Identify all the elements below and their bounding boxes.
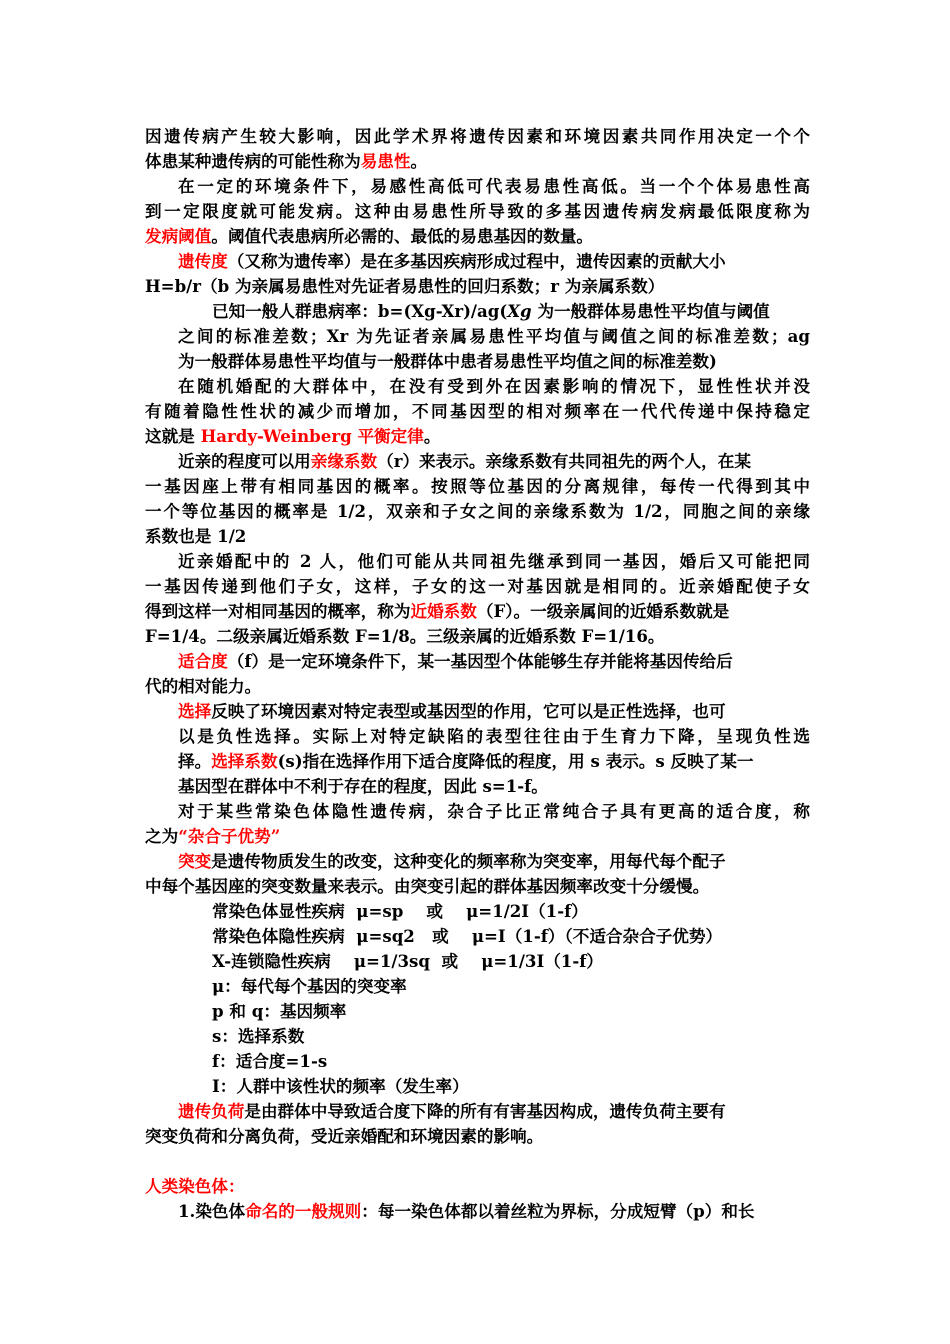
text-line: 中每个基因座的突变数量来表示。由突变引起的群体基因频率改变十分缓慢。 bbox=[145, 876, 710, 896]
text-line: H=b/r（b 为亲属易患性对先证者易患性的回归系数；r 为亲属系数） bbox=[145, 276, 665, 296]
text-line: 1.染色体命名的一般规则：每一染色体都以着丝粒为界标，分成短臂（p）和长 bbox=[178, 1201, 755, 1221]
text-line: 体患某种遗传病的可能性称为易患性。 bbox=[145, 151, 428, 171]
term-highlight: “杂合子优势” bbox=[178, 826, 281, 846]
term-highlight: 选择 bbox=[178, 701, 212, 721]
text-line: 代的相对能力。 bbox=[145, 676, 262, 696]
text-line: 在一定的环境条件下，易感性高低可代表易患性高低。当一个个体易患性高 bbox=[178, 176, 810, 196]
term-highlight: 适合度 bbox=[178, 651, 228, 671]
text-line: 近亲的程度可以用亲缘系数（r）来表示。亲缘系数有共同祖先的两个人，在某 bbox=[178, 451, 751, 471]
text-line: 基因型在群体中不利于存在的程度，因此 s=1-f。 bbox=[178, 776, 548, 796]
formula-line: s：选择系数 bbox=[212, 1026, 305, 1046]
text-line: 一基因座上带有相同基因的概率。按照等位基因的分离规律，每传一代得到其中 bbox=[145, 476, 810, 496]
text-line: 已知一般人群患病率：b=(Xg-Xr)/ag(Xg 为一般群体易患性平均值与阈值 bbox=[212, 301, 770, 321]
text-line: F=1/4。二级亲属近婚系数 F=1/8。三级亲属的近婚系数 F=1/16。 bbox=[145, 626, 665, 646]
text-line: 选择反映了环境因素对特定表型或基因型的作用，它可以是正性选择，也可 bbox=[178, 701, 726, 721]
text-line: 之间的标准差数；Xr 为先证者亲属易患性平均值与阈值之间的标准差数；ag bbox=[178, 326, 810, 346]
text-line: 到一定限度就可能发病。这种由易患性所导致的多基因遗传病发病最低限度称为 bbox=[145, 201, 810, 221]
term-highlight: 近婚系数 bbox=[410, 601, 477, 621]
term-highlight: 突变 bbox=[178, 851, 212, 871]
formula-line: 常染色体隐性疾病 μ=sq2 或 μ=I（1-f）（不适合杂合子优势） bbox=[212, 926, 723, 946]
text-line: 以是负性选择。实际上对特定缺陷的表型往往由于生育力下降，呈现负性选 bbox=[178, 726, 810, 746]
text-line: 对于某些常染色体隐性遗传病，杂合子比正常纯合子具有更高的适合度，称 bbox=[178, 801, 810, 821]
text-line: 遗传负荷是由群体中导致适合度下降的所有有害基因构成，遗传负荷主要有 bbox=[178, 1101, 726, 1121]
term-highlight: 遗传度 bbox=[178, 251, 228, 271]
term-highlight: 遗传负荷 bbox=[178, 1101, 245, 1121]
text-line: 得到这样一对相同基因的概率，称为近婚系数（F）。一级亲属间的近婚系数就是 bbox=[145, 601, 730, 621]
text-line: 突变是遗传物质发生的改变，这种变化的频率称为突变率，用每代每个配子 bbox=[178, 851, 726, 871]
text-line: 系数也是 1/2 bbox=[145, 526, 247, 546]
term-highlight: 选择系数 bbox=[211, 751, 278, 771]
term-highlight: 发病阈值 bbox=[145, 226, 212, 246]
text-line: 在随机婚配的大群体中，在没有受到外在因素影响的情况下，显性性状并没 bbox=[178, 376, 810, 396]
text-line: 有随着隐性性状的减少而增加，不同基因型的相对频率在一代代传递中保持稳定 bbox=[145, 401, 810, 421]
term-highlight: Hardy-Weinberg 平衡定律 bbox=[200, 426, 424, 446]
text-line: 一基因传递到他们子女，这样，子女的这一对基因就是相同的。近亲婚配使子女 bbox=[145, 576, 810, 596]
formula-line: p 和 q：基因频率 bbox=[212, 1001, 347, 1021]
text-line: 之为“杂合子优势” bbox=[145, 826, 281, 846]
term-highlight: 命名的一般规则 bbox=[245, 1201, 362, 1221]
text-line: 发病阈值。阈值代表患病所必需的、最低的易患基因的数量。 bbox=[145, 226, 594, 246]
section-heading: 人类染色体： bbox=[145, 1176, 245, 1196]
formula-line: I：人群中该性状的频率（发生率） bbox=[212, 1076, 469, 1096]
text-line: 遗传度（又称为遗传率）是在多基因疾病形成过程中，遗传因素的贡献大小 bbox=[178, 251, 726, 271]
text-line: 这就是 Hardy-Weinberg 平衡定律。 bbox=[145, 426, 441, 446]
text-line: 为一般群体易患性平均值与一般群体中患者易患性平均值之间的标准差数) bbox=[178, 351, 717, 371]
formula-line: μ：每代每个基因的突变率 bbox=[212, 976, 407, 996]
formula-line: 常染色体显性疾病 μ=sp 或 μ=1/2I（1-f） bbox=[212, 901, 588, 921]
text-line: 一个等位基因的概率是 1/2，双亲和子女之间的亲缘系数为 1/2，同胞之间的亲缘 bbox=[145, 501, 810, 521]
term-highlight: 易患性 bbox=[360, 151, 411, 171]
text-line: 近亲婚配中的 2 人，他们可能从共同祖先继承到同一基因，婚后又可能把同 bbox=[178, 551, 810, 571]
text-line: 适合度（f）是一定环境条件下，某一基因型个体能够生存并能将基因传给后 bbox=[178, 651, 733, 671]
formula-line: X-连锁隐性疾病 μ=1/3sq 或 μ=1/3I（1-f） bbox=[212, 951, 603, 971]
term-highlight: 亲缘系数 bbox=[310, 451, 378, 471]
text-line: 择。选择系数(s)指在选择作用下适合度降低的程度，用 s 表示。s 反映了某一 bbox=[178, 751, 754, 771]
text-line: 突变负荷和分离负荷，受近亲婚配和环境因素的影响。 bbox=[145, 1126, 544, 1146]
formula-line: f：适合度=1-s bbox=[212, 1051, 328, 1071]
text-line: 因遗传病产生较大影响，因此学术界将遗传因素和环境因素共同作用决定一个个 bbox=[145, 126, 810, 146]
